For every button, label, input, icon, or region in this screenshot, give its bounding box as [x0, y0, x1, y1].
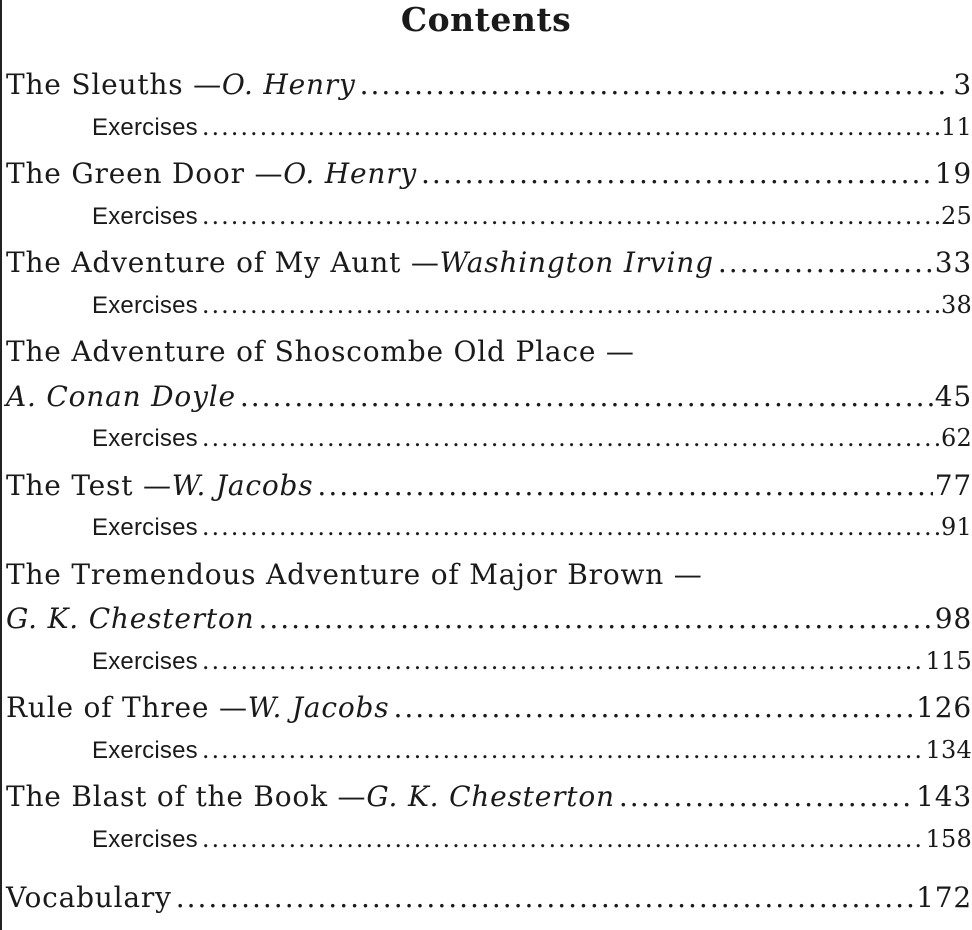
entry-page-number: 38 — [941, 290, 972, 319]
toc-entry-exercises[interactable] — [6, 424, 972, 469]
entry-page-number: 143 — [916, 780, 972, 813]
dot-leader — [202, 291, 939, 319]
entry-title: The Sleuths — — [6, 68, 222, 101]
toc-entry-major-brown-title-line[interactable] — [6, 558, 972, 603]
entry-page-number: 11 — [941, 112, 972, 141]
toc-entry-exercises[interactable] — [6, 202, 972, 247]
entry-title: Exercises — [92, 514, 198, 541]
entry-title: Exercises — [92, 825, 198, 853]
dot-leader — [202, 202, 939, 230]
dot-leader — [202, 736, 924, 764]
entry-page-number: 3 — [953, 68, 972, 101]
entry-title: The Test — — [6, 468, 172, 502]
dot-leader — [202, 513, 939, 541]
entry-page-number: 45 — [934, 379, 972, 413]
dot-leader — [619, 780, 914, 813]
entry-title: The Tremendous Adventure of Major Brown — — [6, 557, 703, 591]
entry-page-number: 19 — [934, 157, 972, 190]
page-title: Contents — [400, 0, 572, 39]
entry-author: G. K. Chesterton — [6, 602, 255, 635]
entry-title: The Blast of the Book — — [6, 780, 367, 813]
toc-entry-the-test[interactable] — [6, 469, 972, 514]
dot-leader — [202, 825, 924, 853]
toc-entry-exercises[interactable] — [6, 513, 972, 558]
dot-leader — [202, 424, 939, 452]
entry-page-number: 158 — [925, 824, 972, 853]
entry-page-number: 172 — [916, 881, 972, 914]
entry-title: Exercises — [92, 425, 198, 452]
toc-entry-exercises[interactable] — [6, 113, 972, 158]
entry-title: Exercises — [92, 202, 198, 230]
entry-title: The Green Door — — [6, 157, 284, 190]
entry-page-number: 25 — [941, 201, 972, 230]
dot-leader — [718, 246, 933, 279]
entry-title: The Adventure of My Aunt — — [6, 246, 440, 279]
toc-entry-the-sleuths[interactable] — [6, 68, 972, 113]
toc-entry-shoscombe-title-line[interactable] — [6, 335, 972, 380]
dot-leader — [176, 881, 914, 914]
toc-entry-vocabulary[interactable] — [6, 881, 972, 926]
entry-title: The Adventure of Shoscombe Old Place — — [6, 335, 635, 368]
toc-entry-exercises[interactable] — [6, 825, 972, 870]
entry-title: Exercises — [92, 736, 198, 764]
entry-page-number: 134 — [925, 735, 972, 764]
entry-author: W. Jacobs — [171, 468, 314, 502]
toc-entry-exercises[interactable] — [6, 736, 972, 781]
entry-title: Rule of Three — — [6, 691, 248, 724]
entry-page-number: 126 — [916, 691, 972, 724]
dot-leader — [393, 691, 914, 724]
entry-page-number: 33 — [934, 246, 972, 279]
entry-title: Exercises — [92, 113, 198, 141]
toc-entry-adventure-of-my-aunt[interactable] — [6, 246, 972, 291]
toc-entry-rule-of-three[interactable] — [6, 691, 972, 736]
dot-leader — [240, 380, 933, 413]
toc-entry-shoscombe-author-line[interactable] — [6, 380, 972, 425]
entry-page-number: 115 — [925, 646, 972, 675]
toc-entry-exercises[interactable] — [6, 647, 972, 692]
dot-leader — [421, 157, 933, 190]
entry-author: O. Henry — [221, 68, 356, 101]
entry-page-number: 98 — [934, 602, 972, 635]
entry-title: Vocabulary — [6, 881, 172, 914]
entry-author: Washington Irving — [439, 246, 714, 279]
entry-title: Exercises — [92, 647, 198, 675]
toc-entry-the-green-door[interactable] — [6, 157, 972, 202]
dot-leader — [202, 647, 924, 675]
toc-entry-exercises[interactable] — [6, 291, 972, 336]
dot-leader — [317, 469, 932, 502]
toc-entry-major-brown-author-line[interactable] — [6, 602, 972, 647]
left-margin-rule — [0, 0, 2, 930]
table-of-contents — [6, 68, 972, 926]
entry-author: O. Henry — [283, 157, 418, 190]
entry-title: Exercises — [92, 291, 198, 319]
dot-leader — [258, 602, 932, 635]
entry-page-number: 91 — [941, 513, 972, 541]
dot-leader — [202, 113, 939, 141]
toc-entry-blast-of-the-book[interactable] — [6, 780, 972, 825]
entry-author: G. K. Chesterton — [366, 780, 615, 813]
entry-page-number: 62 — [941, 424, 972, 452]
dot-leader — [360, 68, 952, 101]
entry-author: A. Conan Doyle — [6, 379, 236, 413]
entry-page-number: 77 — [934, 468, 972, 502]
entry-author: W. Jacobs — [247, 691, 390, 724]
